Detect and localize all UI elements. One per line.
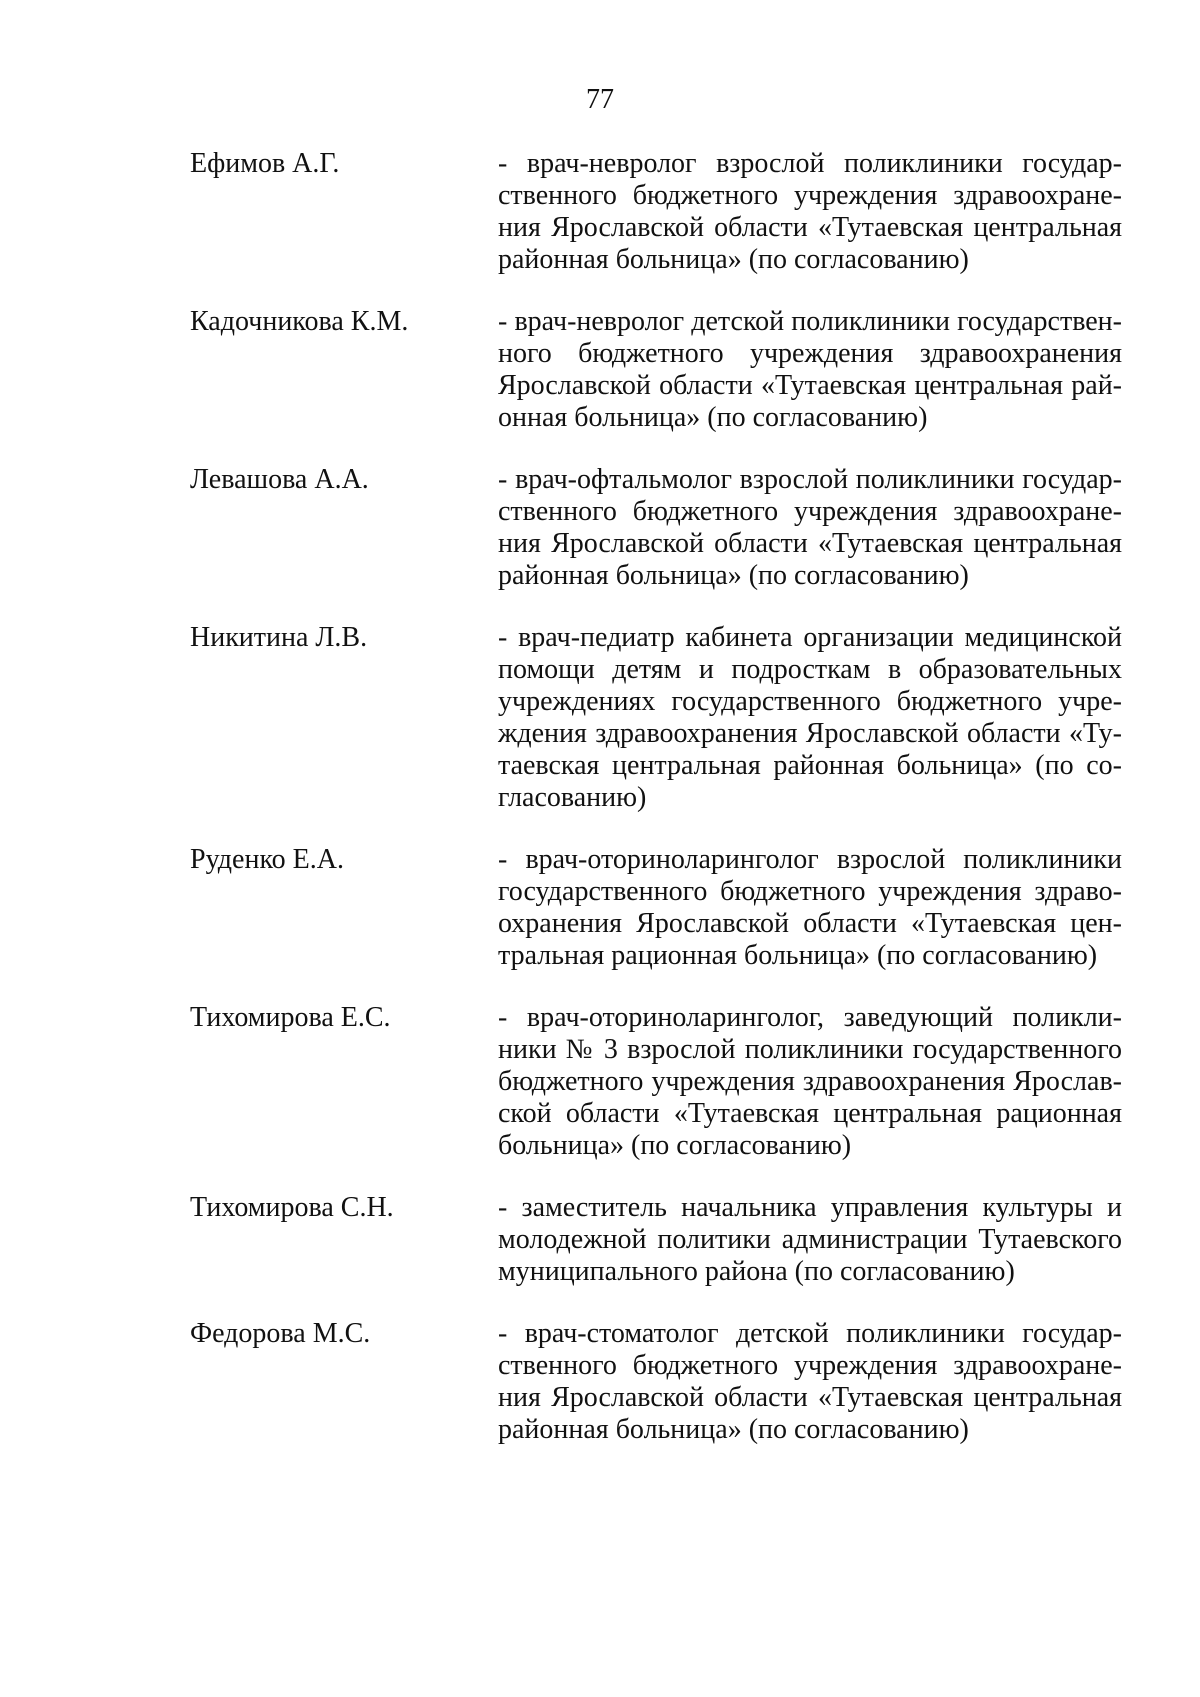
position-line: ния Ярославской области «Тутаевская центральная bbox=[498, 212, 1122, 243]
member-position bbox=[498, 1192, 1122, 1288]
position-line: молодежной политики администрации Тутаевского bbox=[498, 1224, 1122, 1255]
member-position bbox=[498, 148, 1122, 276]
member-position bbox=[498, 1318, 1122, 1446]
list-item bbox=[0, 464, 1200, 592]
position-line: ждения здравоохранения Ярославской области «Ту- bbox=[498, 718, 1122, 749]
member-name: Тихомирова С.Н. bbox=[190, 1192, 394, 1223]
position-line: тральная рационная больница» (по согласованию) bbox=[498, 940, 1098, 971]
position-line: районная больница» (по согласованию) bbox=[498, 1414, 969, 1445]
position-line: помощи детям и подросткам в образовательных bbox=[498, 654, 1122, 685]
position-line: таевская центральная районная больница» (по со- bbox=[498, 750, 1122, 781]
member-name: Руденко Е.А. bbox=[190, 844, 344, 875]
list-item bbox=[0, 622, 1200, 814]
list-item bbox=[0, 306, 1200, 434]
position-line: ного бюджетного учреждения здравоохранения bbox=[498, 338, 1122, 369]
position-line: ской области «Тутаевская центральная рационная bbox=[498, 1098, 1122, 1129]
position-line: муниципального района (по согласованию) bbox=[498, 1256, 1015, 1287]
position-line: - врач-оториноларинголог, заведующий поликли- bbox=[498, 1002, 1122, 1033]
list-item bbox=[0, 844, 1200, 972]
position-line: ственного бюджетного учреждения здравоохране- bbox=[498, 496, 1122, 527]
position-line: - врач-оториноларинголог взрослой поликлиники bbox=[498, 844, 1122, 875]
list-item bbox=[0, 1192, 1200, 1288]
position-line: ния Ярославской области «Тутаевская центральная bbox=[498, 1382, 1122, 1413]
position-line: - врач-офтальмолог взрослой поликлиники государ- bbox=[498, 464, 1122, 495]
member-name: Кадочникова К.М. bbox=[190, 306, 409, 337]
position-line: - врач-стоматолог детской поликлиники государ- bbox=[498, 1318, 1122, 1349]
member-name: Федорова М.С. bbox=[190, 1318, 371, 1349]
position-line: - врач-невролог взрослой поликлиники государ- bbox=[498, 148, 1122, 179]
list-item bbox=[0, 1318, 1200, 1446]
member-position bbox=[498, 306, 1122, 434]
list-item bbox=[0, 148, 1200, 276]
member-name: Никитина Л.В. bbox=[190, 622, 368, 653]
position-line: ственного бюджетного учреждения здравоохране- bbox=[498, 180, 1122, 211]
member-position bbox=[498, 844, 1122, 972]
position-line: ния Ярославской области «Тутаевская центральная bbox=[498, 528, 1122, 559]
position-line: онная больница» (по согласованию) bbox=[498, 402, 928, 433]
member-position bbox=[498, 1002, 1122, 1162]
position-line: бюджетного учреждения здравоохранения Ярослав- bbox=[498, 1066, 1122, 1097]
list-item bbox=[0, 1002, 1200, 1162]
member-position bbox=[498, 622, 1122, 814]
member-name: Тихомирова Е.С. bbox=[190, 1002, 391, 1033]
position-line: учреждениях государственного бюджетного учре- bbox=[498, 686, 1122, 717]
position-line: районная больница» (по согласованию) bbox=[498, 560, 969, 591]
position-line: - врач-невролог детской поликлиники государствен- bbox=[498, 306, 1122, 337]
member-position bbox=[498, 464, 1122, 592]
position-line: ственного бюджетного учреждения здравоохране- bbox=[498, 1350, 1122, 1381]
page-number: 77 bbox=[586, 84, 614, 115]
position-line: ники № 3 взрослой поликлиники государственного bbox=[498, 1034, 1122, 1065]
position-line: гласованию) bbox=[498, 782, 647, 813]
position-line: государственного бюджетного учреждения здраво- bbox=[498, 876, 1122, 907]
member-name: Ефимов А.Г. bbox=[190, 148, 340, 179]
position-line: - заместитель начальника управления культуры и bbox=[498, 1192, 1122, 1223]
position-line: - врач-педиатр кабинета организации медицинской bbox=[498, 622, 1122, 653]
member-name: Левашова А.А. bbox=[190, 464, 369, 495]
position-line: Ярославской области «Тутаевская центральная рай- bbox=[498, 370, 1122, 401]
position-line: больница» (по согласованию) bbox=[498, 1130, 852, 1161]
position-line: районная больница» (по согласованию) bbox=[498, 244, 969, 275]
position-line: охранения Ярославской области «Тутаевская цен- bbox=[498, 908, 1122, 939]
member-list bbox=[0, 148, 1200, 1446]
